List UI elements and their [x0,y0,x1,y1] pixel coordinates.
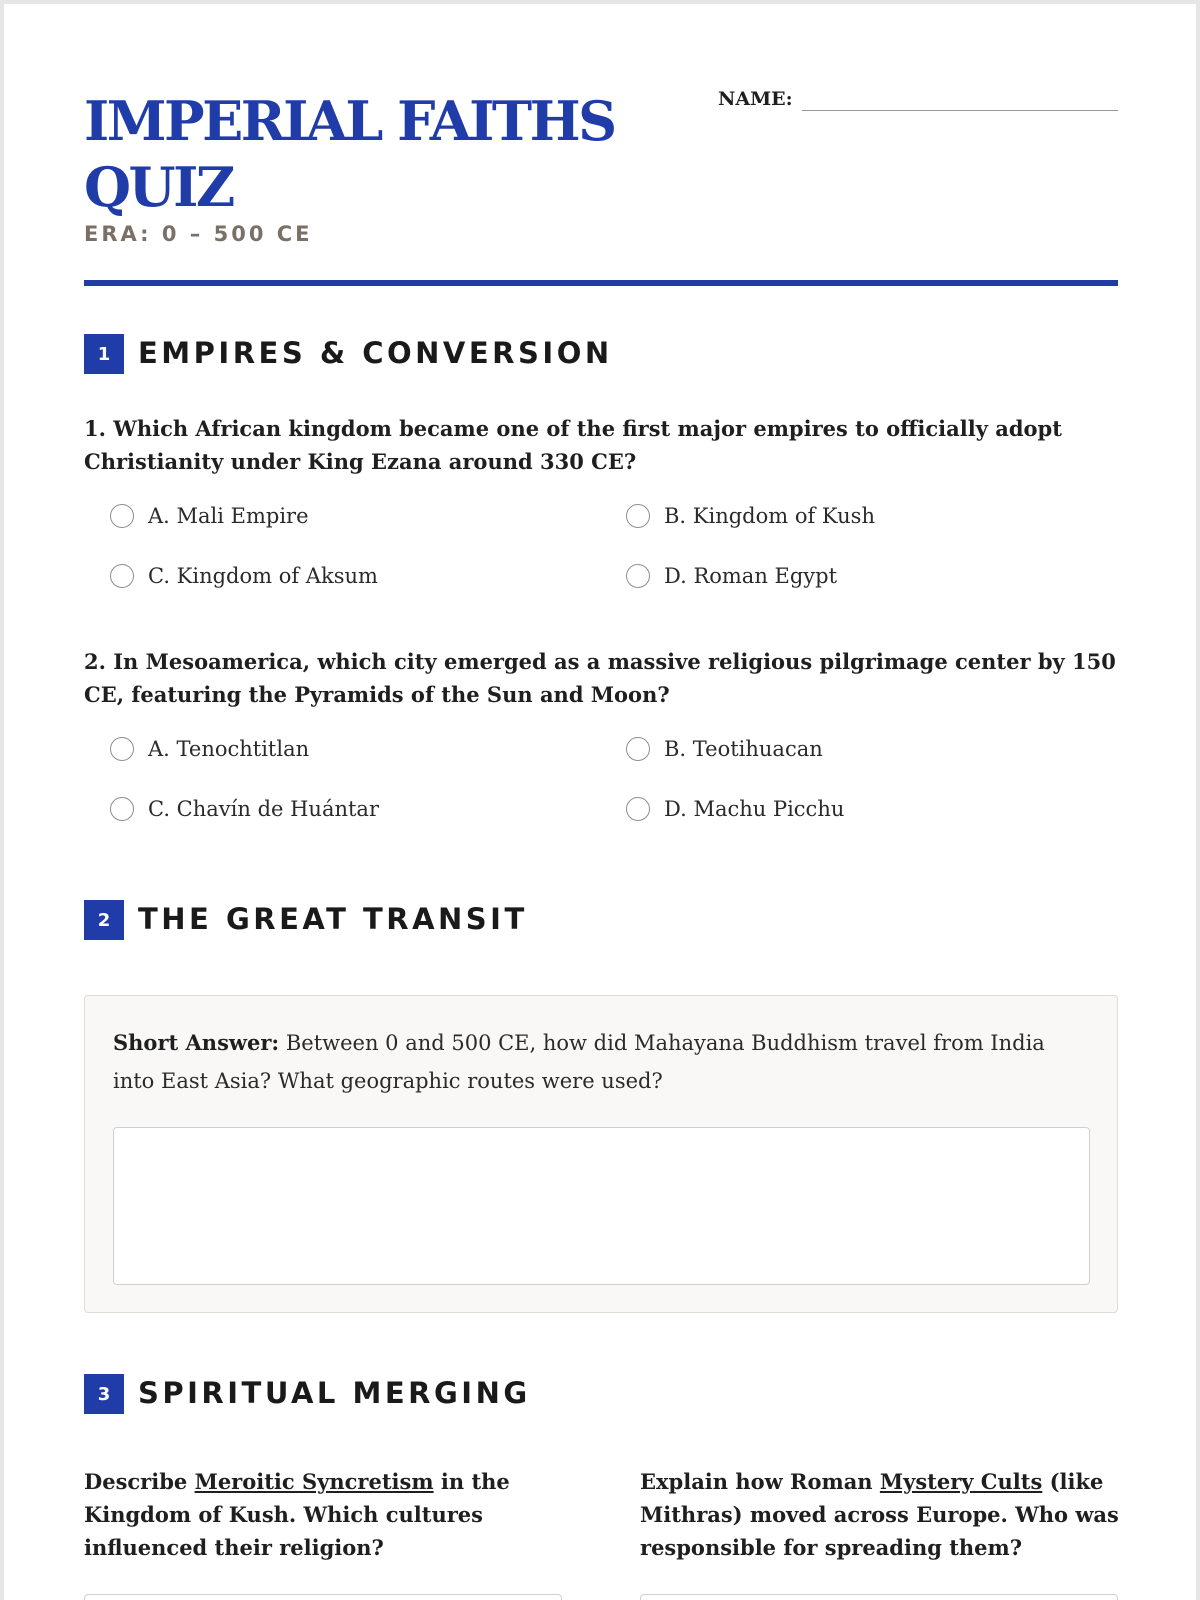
name-field[interactable] [802,110,1118,111]
option-label: B. Kingdom of Kush [664,504,875,528]
question-2-text: 2. In Mesoamerica, which city emerged as a massive religious pilgrimage center by 150 CE, featuring the Pyramids of the Sun and Moon? [84,649,1116,707]
short-answer-input[interactable] [113,1127,1090,1285]
q2-option-d[interactable] [626,795,844,823]
radio-button[interactable] [110,797,134,821]
option-label: A. Tenochtitlan [148,737,310,761]
prompt-term: Meroitic Syncretism [194,1469,434,1494]
radio-button[interactable] [110,504,134,528]
radio-button[interactable] [626,504,650,528]
q1-option-c[interactable] [110,562,378,590]
radio-button[interactable] [110,737,134,761]
merge-prompt-2 [640,1465,1120,1564]
option-label: D. Roman Egypt [664,564,838,588]
section-number-badge: 2 [84,900,124,940]
short-answer-label: Short Answer: [113,1030,280,1055]
prompt-text: (like Mithras) moved across Europe. Who was responsible for spreading them? [640,1469,1119,1560]
prompt-text: in the Kingdom of Kush. Which cultures influenced their religion? [84,1469,510,1560]
q2-option-b[interactable] [626,735,823,763]
radio-button[interactable] [626,737,650,761]
section-title: SPIRITUAL MERGING [138,1376,531,1410]
option-label: D. Machu Picchu [664,797,845,821]
merge-prompt-1 [84,1465,564,1564]
question-1-text: 1. Which African kingdom became one of the first major empires to officially adopt Christianity under King Ezana around 330 CE? [84,416,1062,474]
q2-option-c[interactable] [110,795,379,823]
section-title: THE GREAT TRANSIT [138,902,528,936]
merge-answer-1-input[interactable] [84,1594,562,1600]
q1-option-d[interactable] [626,562,837,590]
prompt-text: Explain how Roman [640,1469,880,1494]
header-divider [84,280,1118,286]
option-label: C. Chavín de Huántar [148,797,379,821]
short-answer-question: Between 0 and 500 CE, how did Mahayana Buddhism travel from India into East Asia? What geographic routes were used? [113,1031,1045,1093]
section-number-badge: 1 [84,334,124,374]
era-subtitle: ERA: 0 – 500 CE [84,222,313,246]
prompt-term: Mystery Cults [879,1469,1043,1494]
section-number-badge: 3 [84,1374,124,1414]
section-title: EMPIRES & CONVERSION [138,336,613,370]
q1-option-a[interactable] [110,502,309,530]
option-label: A. Mali Empire [148,504,309,528]
quiz-header [84,4,1118,290]
radio-button[interactable] [626,564,650,588]
q1-option-b[interactable] [626,502,875,530]
name-label: NAME: [718,88,793,110]
short-answer-prompt [113,1024,1088,1100]
option-label: B. Teotihuacan [664,737,823,761]
option-label: C. Kingdom of Aksum [148,564,378,588]
radio-button[interactable] [626,797,650,821]
radio-button[interactable] [110,564,134,588]
q2-option-a[interactable] [110,735,309,763]
short-answer-panel [84,995,1118,1313]
prompt-text: Describe [84,1469,195,1494]
page-title: IMPERIAL FAITHS QUIZ [84,89,615,219]
quiz-page [4,4,1196,1600]
merge-answer-2-input[interactable] [640,1594,1118,1600]
